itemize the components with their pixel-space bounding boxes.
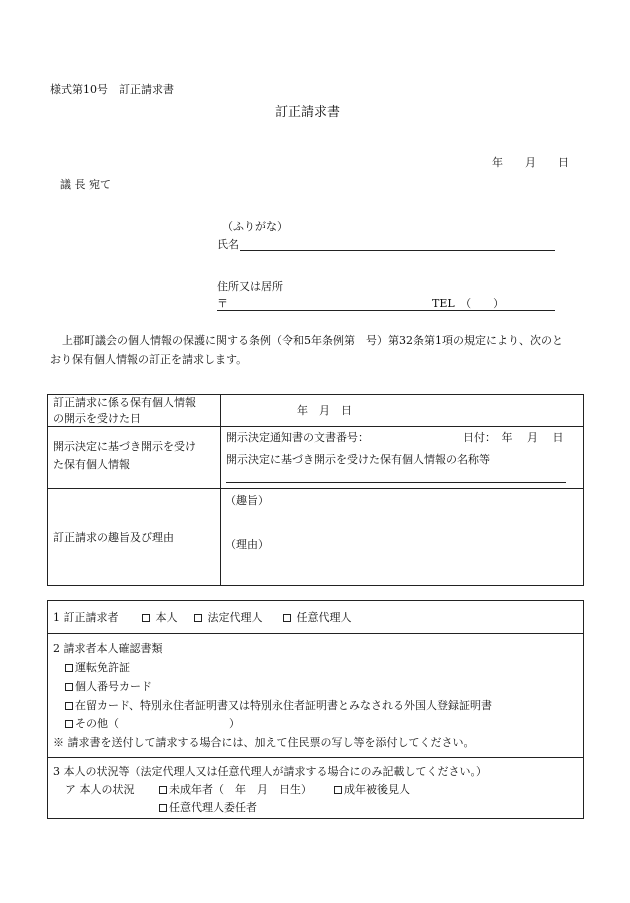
option-delegator[interactable]: 任意代理人委任者: [159, 802, 257, 813]
row2-label-line1: 開示決定に基づき開示を受け: [53, 440, 196, 453]
checkbox-other[interactable]: [65, 720, 73, 728]
info-name-label: 開示決定に基づき開示を受けた保有個人情報の名称等: [226, 453, 490, 466]
section3-label: 3 本人の状況等（法定代理人又は任意代理人が請求する場合にのみ記載してください。）: [53, 765, 487, 778]
checkbox-residence-card[interactable]: [65, 702, 73, 710]
checkbox-minor[interactable]: [159, 786, 167, 794]
id-my-number-card[interactable]: 個人番号カード: [65, 681, 152, 692]
option-self[interactable]: 本人: [142, 612, 178, 623]
row1-label-line2: の開示を受けた日: [53, 412, 141, 425]
section3-sub-label: ア 本人の状況: [65, 783, 135, 796]
section2-label: 2 請求者本人確認書類: [53, 642, 163, 655]
checkbox-voluntary-agent[interactable]: [283, 614, 291, 622]
address-field[interactable]: [217, 310, 555, 311]
checkbox-self[interactable]: [142, 614, 150, 622]
info-name-field[interactable]: [226, 482, 566, 483]
name-field[interactable]: [240, 250, 555, 251]
id-drivers-license[interactable]: 運転免許証: [65, 662, 130, 673]
row2-label-line2: た保有個人情報: [53, 458, 130, 471]
date-line: 年 月 日: [492, 156, 569, 169]
address-label: 住所又は居所: [217, 280, 283, 293]
section2-note: ※ 請求書を送付して請求する場合には、加えて住民票の写し等を添付してください。: [53, 736, 475, 749]
checkbox-my-number-card[interactable]: [65, 683, 73, 691]
purpose-label: （趣旨）: [225, 494, 269, 507]
page-title: 訂正請求書: [275, 105, 341, 120]
section1-label: 1 訂正請求者: [53, 611, 119, 624]
addressee: 議 長 宛て: [60, 178, 111, 191]
id-residence-card[interactable]: 在留カード、特別永住者証明書又は特別永住者証明書とみなされる外国人登録証明書: [65, 700, 492, 711]
document-number-label: 開示決定通知書の文書番号：: [226, 431, 369, 444]
option-minor[interactable]: 未成年者（ 年 月 日生）: [159, 784, 312, 795]
form-number: 様式第10号 訂正請求書: [50, 83, 174, 96]
checkbox-legal-agent[interactable]: [194, 614, 202, 622]
id-other[interactable]: その他（ ）: [65, 718, 240, 729]
option-adult-ward[interactable]: 成年被後見人: [334, 784, 410, 795]
option-legal-agent[interactable]: 法定代理人: [194, 612, 263, 623]
option-voluntary-agent[interactable]: 任意代理人: [283, 612, 352, 623]
row1-label-line1: 訂正請求に係る保有個人情報: [53, 396, 196, 409]
checkbox-drivers-license[interactable]: [65, 664, 73, 672]
reason-label: （理由）: [225, 538, 269, 551]
checkbox-delegator[interactable]: [159, 804, 167, 812]
disclosure-date-field[interactable]: 年 月 日: [297, 404, 352, 417]
postal-mark: 〒: [217, 297, 228, 310]
name-label: 氏名: [217, 238, 239, 251]
notice-date-field[interactable]: 日付： 年 月 日: [463, 431, 564, 444]
tel-label: TEL （ ）: [432, 298, 508, 309]
row3-label: 訂正請求の趣旨及び理由: [53, 531, 174, 544]
furigana-label: （ふりがな）: [222, 220, 288, 233]
intro-line-2: おり保有個人情報の訂正を請求します。: [50, 353, 248, 366]
checkbox-adult-ward[interactable]: [334, 786, 342, 794]
intro-line-1: 上郡町議会の個人情報の保護に関する条例（令和5年条例第 号）第32条第1項の規定により、次のと: [62, 334, 563, 347]
